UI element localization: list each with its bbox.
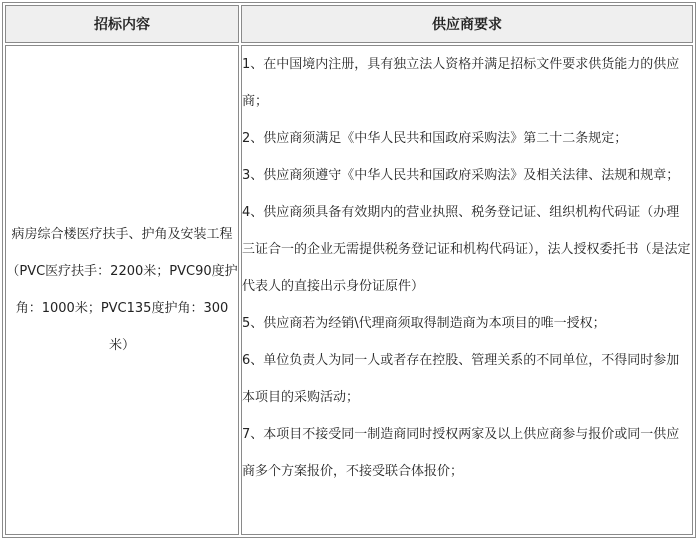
- project-cell: [5, 45, 239, 535]
- requirements-list: [242, 46, 692, 490]
- header-content: 招标内容: [5, 5, 239, 43]
- requirement-item: 2、供应商须满足《中华人民共和国政府采购法》第二十二条规定；: [242, 131, 628, 146]
- requirement-item: 6、单位负责人为同一人或者存在控股、管理关系的不同单位，不得同时参加本项目的采购活动；: [242, 353, 680, 405]
- project-spec: （PVC医疗扶手：2200米；PVC90度护角：1000米；PVC135度护角：300米）: [6, 264, 238, 353]
- requirements-cell: [241, 45, 693, 535]
- requirement-item: 3、供应商须遵守《中华人民共和国政府采购法》及相关法律、法规和规章；: [242, 168, 680, 183]
- requirement-item: 5、供应商若为经销\代理商须取得制造商为本项目的唯一授权；: [242, 316, 606, 331]
- header-requirements: 供应商要求: [241, 5, 693, 43]
- requirement-item: 7、本项目不接受同一制造商同时授权两家及以上供应商参与报价或同一供应商多个方案报价，不接受联合体报价；: [242, 427, 680, 479]
- procurement-table: [2, 2, 696, 538]
- header-row: [5, 5, 693, 43]
- procurement-table-frame: [2, 2, 694, 538]
- body-row: [5, 45, 693, 535]
- requirement-item: 4、供应商须具备有效期内的营业执照、税务登记证、组织机构代码证（办理三证合一的企业无需提供税务登记证和机构代码证），法人授权委托书（是法定代表人的直接出示身份证原件）: [242, 205, 691, 294]
- requirement-item: 1、在中国境内注册，具有独立法人资格并满足招标文件要求供货能力的供应商；: [242, 57, 680, 109]
- project-name: 病房综合楼医疗扶手、护角及安装工程: [11, 227, 233, 242]
